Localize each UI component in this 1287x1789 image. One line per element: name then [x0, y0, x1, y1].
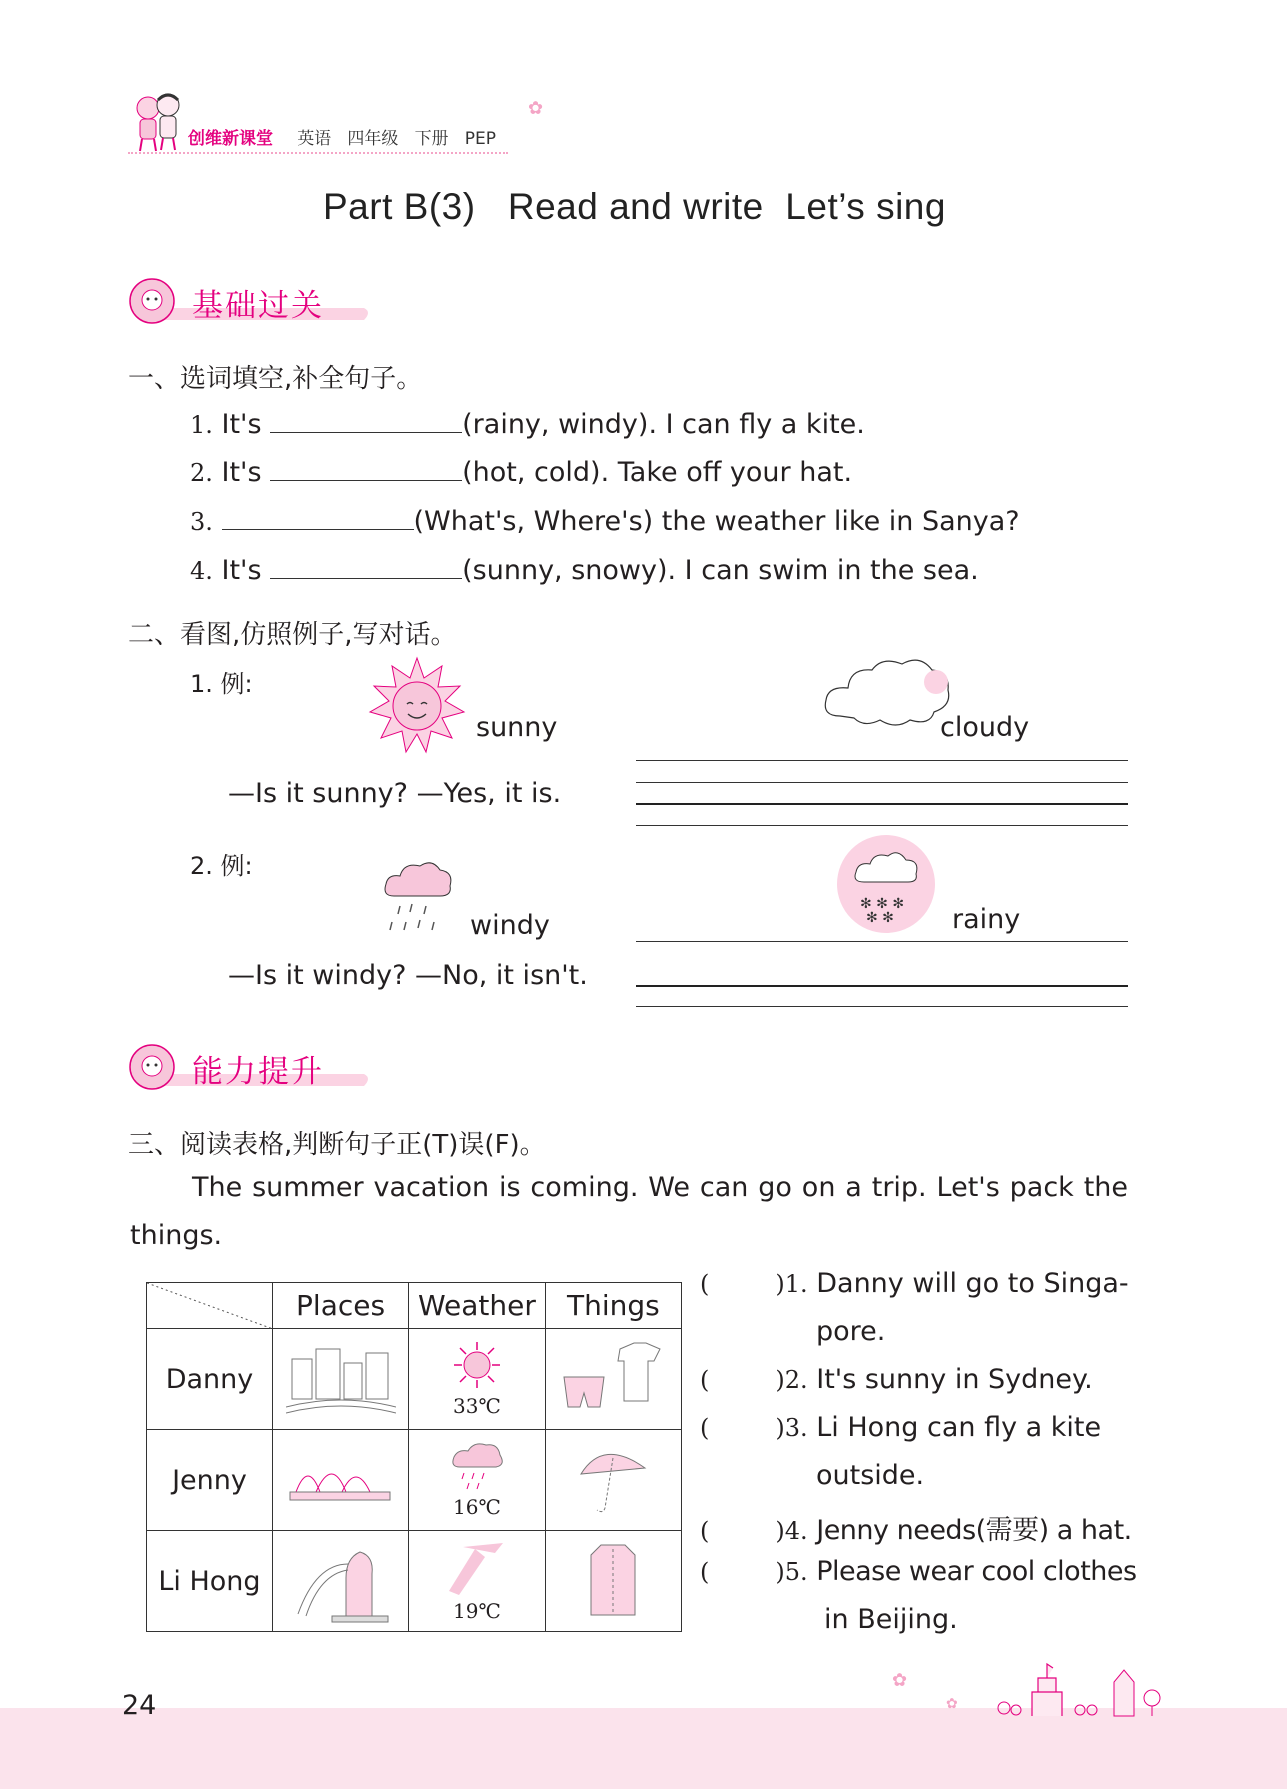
row-name: Jenny — [147, 1430, 273, 1531]
flower-icon: ✿ — [528, 98, 544, 119]
snow-cloud-icon — [836, 834, 936, 938]
writing-line[interactable] — [636, 760, 1128, 761]
answer-blank[interactable] — [270, 408, 462, 433]
column-header-things: Things — [545, 1283, 681, 1329]
judge-item-1-cont: pore. — [816, 1316, 886, 1347]
temperature: 33℃ — [453, 1394, 501, 1418]
table-row — [147, 1531, 682, 1632]
place-image — [272, 1430, 408, 1531]
answer-paren[interactable]: ( — [700, 1366, 710, 1394]
judge-item-3-cont: outside. — [816, 1460, 925, 1491]
q2-heading: 二、看图,仿照例子,写对话。 — [128, 620, 457, 650]
row-name: Li Hong — [147, 1531, 273, 1632]
opera-house-icon — [286, 1448, 396, 1508]
sun-icon — [368, 656, 466, 758]
header-bar — [188, 124, 496, 149]
header-mascot — [128, 88, 188, 154]
svg-text:✻ ✻ ✻: ✻ ✻ ✻ — [860, 896, 905, 912]
weather-cell — [409, 1531, 545, 1632]
rain-cloud-icon — [450, 1441, 504, 1491]
judge-item-5-cont: in Beijing. — [824, 1604, 958, 1635]
castle-decoration-icon — [984, 1650, 1174, 1722]
section-title: 基础过关 — [192, 288, 324, 324]
kids-mascot-icon — [128, 88, 188, 154]
q1-heading: 一、选词填空,补全句子。 — [128, 364, 423, 394]
example-2-dialogue: —Is it windy? —No, it isn't. — [228, 960, 588, 991]
city-buildings-icon — [286, 1337, 396, 1417]
q3-intro-line2: things. — [130, 1220, 223, 1251]
q3-intro-line1: The summer vacation is coming. We can go on a trip. Let's pack the — [192, 1172, 1128, 1203]
answer-blank[interactable] — [222, 505, 414, 530]
coat-icon — [583, 1539, 643, 1619]
grade: 四年级 — [347, 129, 399, 149]
merlion-icon — [286, 1534, 396, 1624]
page-title: Part B(3) Read and write Let’s sing — [323, 186, 946, 227]
svg-text:✻ ✻: ✻ ✻ — [866, 910, 894, 926]
volume: 下册 — [414, 129, 449, 149]
brand-name: 创维新课堂 — [188, 129, 273, 149]
word-cloudy: cloudy — [940, 712, 1030, 743]
things-image — [545, 1531, 681, 1632]
word-windy: windy — [470, 910, 550, 941]
answer-paren[interactable]: ( — [700, 1270, 710, 1298]
table-row — [147, 1430, 682, 1531]
writing-line[interactable] — [636, 825, 1128, 826]
q1-item-2: 2. It's (hot, cold). Take off your hat. — [190, 457, 853, 488]
word-rainy: rainy — [952, 904, 1021, 935]
header-divider — [128, 152, 508, 154]
shorts-tshirt-icon — [558, 1337, 668, 1417]
writing-line[interactable] — [636, 803, 1128, 805]
trip-table — [146, 1282, 682, 1632]
q3-heading: 三、阅读表格,判断句子正(T)误(F)。 — [128, 1130, 546, 1160]
q1-item-4: 4. It's (sunny, snowy). I can swim in the sea. — [190, 555, 979, 586]
writing-line[interactable] — [636, 1006, 1128, 1007]
judge-item-3: ( )3. Li Hong can fly a kite — [700, 1412, 1102, 1443]
writing-line[interactable] — [636, 782, 1128, 783]
place-image — [272, 1531, 408, 1632]
subject: 英语 — [297, 129, 332, 149]
things-image — [545, 1329, 681, 1430]
judge-item-2: ( )2. It's sunny in Sydney. — [700, 1364, 1093, 1395]
q1-item-3: 3. (What's, Where's) the weather like in Sanya? — [190, 506, 1020, 537]
word-sunny: sunny — [476, 712, 558, 743]
weather-cell — [409, 1329, 545, 1430]
judge-item-4: ( )4. Jenny needs(需要) a hat. — [700, 1515, 1132, 1546]
temperature: 16℃ — [453, 1495, 501, 1519]
answer-blank[interactable] — [270, 456, 462, 481]
wind-flag-icon — [445, 1539, 509, 1595]
table-row — [147, 1329, 682, 1430]
section-banner-basic — [128, 278, 372, 324]
q2-example-2-label: 2. 例: — [190, 852, 253, 880]
things-image — [545, 1430, 681, 1531]
q1-item-1: 1. It's (rainy, windy). I can fly a kite. — [190, 409, 865, 440]
writing-line[interactable] — [636, 985, 1128, 987]
writing-line[interactable] — [636, 941, 1128, 942]
section-title: 能力提升 — [192, 1054, 324, 1090]
umbrella-icon — [573, 1438, 653, 1518]
weather-cell — [409, 1430, 545, 1531]
sun-icon — [452, 1340, 502, 1390]
rain-cloud-icon — [382, 858, 454, 944]
judge-item-1: ( )1. Danny will go to Singa- — [700, 1268, 1129, 1299]
answer-paren[interactable]: ( — [700, 1558, 710, 1586]
answer-blank[interactable] — [270, 554, 462, 579]
cloud-icon — [820, 654, 954, 738]
q2-example-1-label: 1. 例: — [190, 670, 253, 698]
column-header-places: Places — [272, 1283, 408, 1329]
column-header-weather: Weather — [409, 1283, 545, 1329]
temperature: 19℃ — [453, 1599, 501, 1623]
judge-item-5: ( )5. Please wear cool clothes — [700, 1556, 1137, 1587]
example-1-dialogue: —Is it sunny? —Yes, it is. — [228, 778, 562, 809]
row-name: Danny — [147, 1329, 273, 1430]
table-corner — [147, 1283, 273, 1329]
section-banner-advanced — [128, 1044, 372, 1090]
flower-icon: ✿ — [946, 1696, 958, 1712]
page-number: 24 — [122, 1690, 157, 1721]
answer-paren[interactable]: ( — [700, 1414, 710, 1442]
place-image — [272, 1329, 408, 1430]
flower-icon: ✿ — [892, 1670, 908, 1691]
edition: PEP — [464, 129, 496, 149]
answer-paren[interactable]: ( — [700, 1517, 710, 1545]
